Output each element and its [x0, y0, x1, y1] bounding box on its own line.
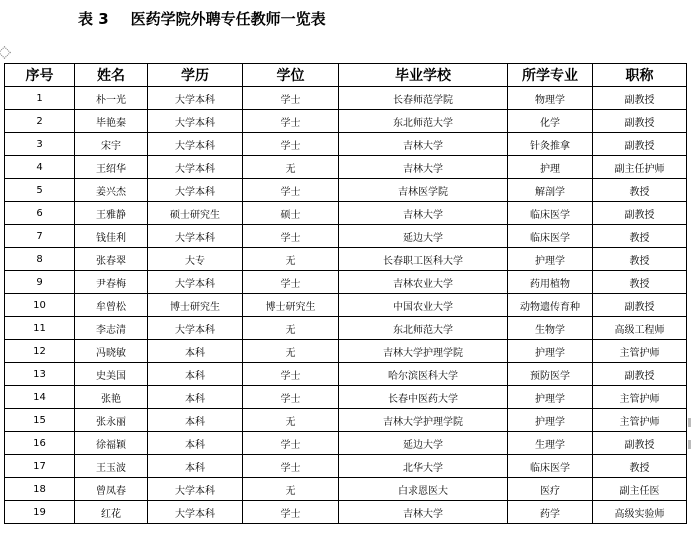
- table-row: [5, 409, 687, 432]
- table-row: [5, 156, 687, 179]
- cell-title: 副主任医: [593, 478, 687, 501]
- cell-degree: 无: [243, 156, 339, 179]
- cell-title: 高级工程师: [593, 317, 687, 340]
- table-row: [5, 110, 687, 133]
- cell-major: 化学: [508, 110, 593, 133]
- cell-major: 药用植物: [508, 271, 593, 294]
- cell-school: 白求恩医大: [339, 478, 508, 501]
- cell-title: 教授: [593, 248, 687, 271]
- cell-major: 医疗: [508, 478, 593, 501]
- cell-title: 教授: [593, 179, 687, 202]
- cell-name: 张艳: [75, 386, 148, 409]
- cell-degree: 无: [243, 317, 339, 340]
- table-title: 医药学院外聘专任教师一览表: [130, 10, 326, 28]
- cell-index: 11: [5, 317, 75, 340]
- cell-major: 生理学: [508, 432, 593, 455]
- cell-name: 毕艳秦: [75, 110, 148, 133]
- cell-index: 3: [5, 133, 75, 156]
- cell-name: 曾凤春: [75, 478, 148, 501]
- cell-degree: 学士: [243, 271, 339, 294]
- cell-major: 解剖学: [508, 179, 593, 202]
- cell-education: 大学本科: [148, 478, 243, 501]
- table-row: [5, 478, 687, 501]
- table-row: [5, 133, 687, 156]
- cell-name: 尹春梅: [75, 271, 148, 294]
- cell-index: 7: [5, 225, 75, 248]
- cell-name: 张永丽: [75, 409, 148, 432]
- cell-education: 大学本科: [148, 133, 243, 156]
- cell-index: 15: [5, 409, 75, 432]
- cell-education: 本科: [148, 386, 243, 409]
- table-row: [5, 225, 687, 248]
- cell-index: 2: [5, 110, 75, 133]
- cell-degree: 学士: [243, 133, 339, 156]
- cell-name: 朴一光: [75, 87, 148, 110]
- cell-school: 吉林大学: [339, 202, 508, 225]
- cell-school: 东北师范大学: [339, 110, 508, 133]
- cell-education: 大学本科: [148, 179, 243, 202]
- cell-education: 本科: [148, 455, 243, 478]
- cell-degree: 学士: [243, 501, 339, 524]
- cell-education: 本科: [148, 409, 243, 432]
- table-row: [5, 248, 687, 271]
- table-row: [5, 386, 687, 409]
- cell-education: 大学本科: [148, 271, 243, 294]
- cell-title: 副教授: [593, 87, 687, 110]
- table-row: [5, 340, 687, 363]
- cell-index: 16: [5, 432, 75, 455]
- header-major: 所学专业: [508, 64, 593, 87]
- cell-name: 王雅静: [75, 202, 148, 225]
- table-number: 表 3: [78, 10, 109, 28]
- cell-index: 10: [5, 294, 75, 317]
- cell-title: 高级实验师: [593, 501, 687, 524]
- cell-title: 教授: [593, 271, 687, 294]
- header-index: 序号: [5, 64, 75, 87]
- cell-name: 红花: [75, 501, 148, 524]
- cell-index: 9: [5, 271, 75, 294]
- cell-major: 预防医学: [508, 363, 593, 386]
- table-row: [5, 179, 687, 202]
- cell-index: 13: [5, 363, 75, 386]
- cell-school: 延边大学: [339, 225, 508, 248]
- cell-title: 副教授: [593, 110, 687, 133]
- cell-name: 张春翠: [75, 248, 148, 271]
- cell-school: 吉林大学护理学院: [339, 409, 508, 432]
- cell-school: 长春职工医科大学: [339, 248, 508, 271]
- cell-title: 副教授: [593, 294, 687, 317]
- cell-major: 动物遗传育种: [508, 294, 593, 317]
- cell-index: 18: [5, 478, 75, 501]
- cell-education: 博士研究生: [148, 294, 243, 317]
- cell-school: 东北师范大学: [339, 317, 508, 340]
- cell-title: 副教授: [593, 432, 687, 455]
- cell-education: 大学本科: [148, 110, 243, 133]
- table-caption: [78, 8, 326, 29]
- table-anchor-handle[interactable]: [0, 46, 11, 59]
- cell-school: 北华大学: [339, 455, 508, 478]
- cell-index: 17: [5, 455, 75, 478]
- cell-name: 宋宇: [75, 133, 148, 156]
- cell-education: 大学本科: [148, 225, 243, 248]
- cell-degree: 学士: [243, 455, 339, 478]
- cell-degree: 学士: [243, 179, 339, 202]
- cell-title: 主管护师: [593, 340, 687, 363]
- cell-school: 长春师范学院: [339, 87, 508, 110]
- cell-title: 主管护师: [593, 386, 687, 409]
- table-body: [5, 87, 687, 524]
- header-name: 姓名: [75, 64, 148, 87]
- cell-index: 8: [5, 248, 75, 271]
- cell-education: 大学本科: [148, 87, 243, 110]
- cell-education: 大专: [148, 248, 243, 271]
- cell-major: 药学: [508, 501, 593, 524]
- header-education: 学历: [148, 64, 243, 87]
- cell-education: 大学本科: [148, 156, 243, 179]
- cell-degree: 无: [243, 248, 339, 271]
- cell-name: 王玉波: [75, 455, 148, 478]
- cell-index: 14: [5, 386, 75, 409]
- table-row: [5, 202, 687, 225]
- header-row: [5, 64, 687, 87]
- cell-school: 中国农业大学: [339, 294, 508, 317]
- cell-name: 姜兴杰: [75, 179, 148, 202]
- cell-school: 哈尔滨医科大学: [339, 363, 508, 386]
- cell-school: 吉林大学: [339, 156, 508, 179]
- cell-school: 长春中医药大学: [339, 386, 508, 409]
- cell-name: 李志清: [75, 317, 148, 340]
- cell-title: 副教授: [593, 202, 687, 225]
- table-row: [5, 317, 687, 340]
- cell-degree: 无: [243, 409, 339, 432]
- cell-education: 大学本科: [148, 501, 243, 524]
- cell-school: 吉林大学: [339, 133, 508, 156]
- cell-degree: 学士: [243, 363, 339, 386]
- cell-degree: 学士: [243, 87, 339, 110]
- cell-school: 吉林农业大学: [339, 271, 508, 294]
- cell-name: 牟曾松: [75, 294, 148, 317]
- cell-index: 12: [5, 340, 75, 363]
- cell-title: 副教授: [593, 133, 687, 156]
- cell-school: 吉林大学护理学院: [339, 340, 508, 363]
- cell-title: 教授: [593, 455, 687, 478]
- cell-degree: 学士: [243, 386, 339, 409]
- header-degree: 学位: [243, 64, 339, 87]
- table-row: [5, 87, 687, 110]
- cell-education: 大学本科: [148, 317, 243, 340]
- cell-index: 6: [5, 202, 75, 225]
- cell-name: 史美国: [75, 363, 148, 386]
- cell-major: 护理学: [508, 409, 593, 432]
- cell-school: 延边大学: [339, 432, 508, 455]
- cell-degree: 学士: [243, 225, 339, 248]
- cell-major: 护理学: [508, 248, 593, 271]
- cell-index: 5: [5, 179, 75, 202]
- table-row: [5, 432, 687, 455]
- cell-index: 4: [5, 156, 75, 179]
- table-row: [5, 271, 687, 294]
- cell-major: 临床医学: [508, 455, 593, 478]
- cell-title: 副教授: [593, 363, 687, 386]
- cell-education: 硕士研究生: [148, 202, 243, 225]
- cell-education: 本科: [148, 432, 243, 455]
- cell-major: 临床医学: [508, 225, 593, 248]
- cell-school: 吉林大学: [339, 501, 508, 524]
- cell-index: 19: [5, 501, 75, 524]
- cell-name: 钱佳利: [75, 225, 148, 248]
- cell-degree: 硕士: [243, 202, 339, 225]
- cell-degree: 无: [243, 340, 339, 363]
- cell-title: 主管护师: [593, 409, 687, 432]
- cell-major: 针灸推拿: [508, 133, 593, 156]
- cell-education: 本科: [148, 363, 243, 386]
- cell-education: 本科: [148, 340, 243, 363]
- cell-school: 吉林医学院: [339, 179, 508, 202]
- table-row: [5, 455, 687, 478]
- cell-name: 王绍华: [75, 156, 148, 179]
- header-school: 毕业学校: [339, 64, 508, 87]
- cell-major: 护理学: [508, 340, 593, 363]
- cell-major: 物理学: [508, 87, 593, 110]
- cell-major: 生物学: [508, 317, 593, 340]
- header-title: 职称: [593, 64, 687, 87]
- table-row: [5, 363, 687, 386]
- table-row: [5, 294, 687, 317]
- cell-title: 教授: [593, 225, 687, 248]
- cell-name: 徐福颖: [75, 432, 148, 455]
- cell-degree: 博士研究生: [243, 294, 339, 317]
- cell-name: 冯晓敏: [75, 340, 148, 363]
- cell-degree: 学士: [243, 110, 339, 133]
- cell-index: 1: [5, 87, 75, 110]
- cell-major: 护理: [508, 156, 593, 179]
- cell-degree: 学士: [243, 432, 339, 455]
- cell-major: 临床医学: [508, 202, 593, 225]
- cell-title: 副主任护师: [593, 156, 687, 179]
- cell-degree: 无: [243, 478, 339, 501]
- teacher-roster-table: [4, 63, 687, 524]
- cell-major: 护理学: [508, 386, 593, 409]
- table-row: [5, 501, 687, 524]
